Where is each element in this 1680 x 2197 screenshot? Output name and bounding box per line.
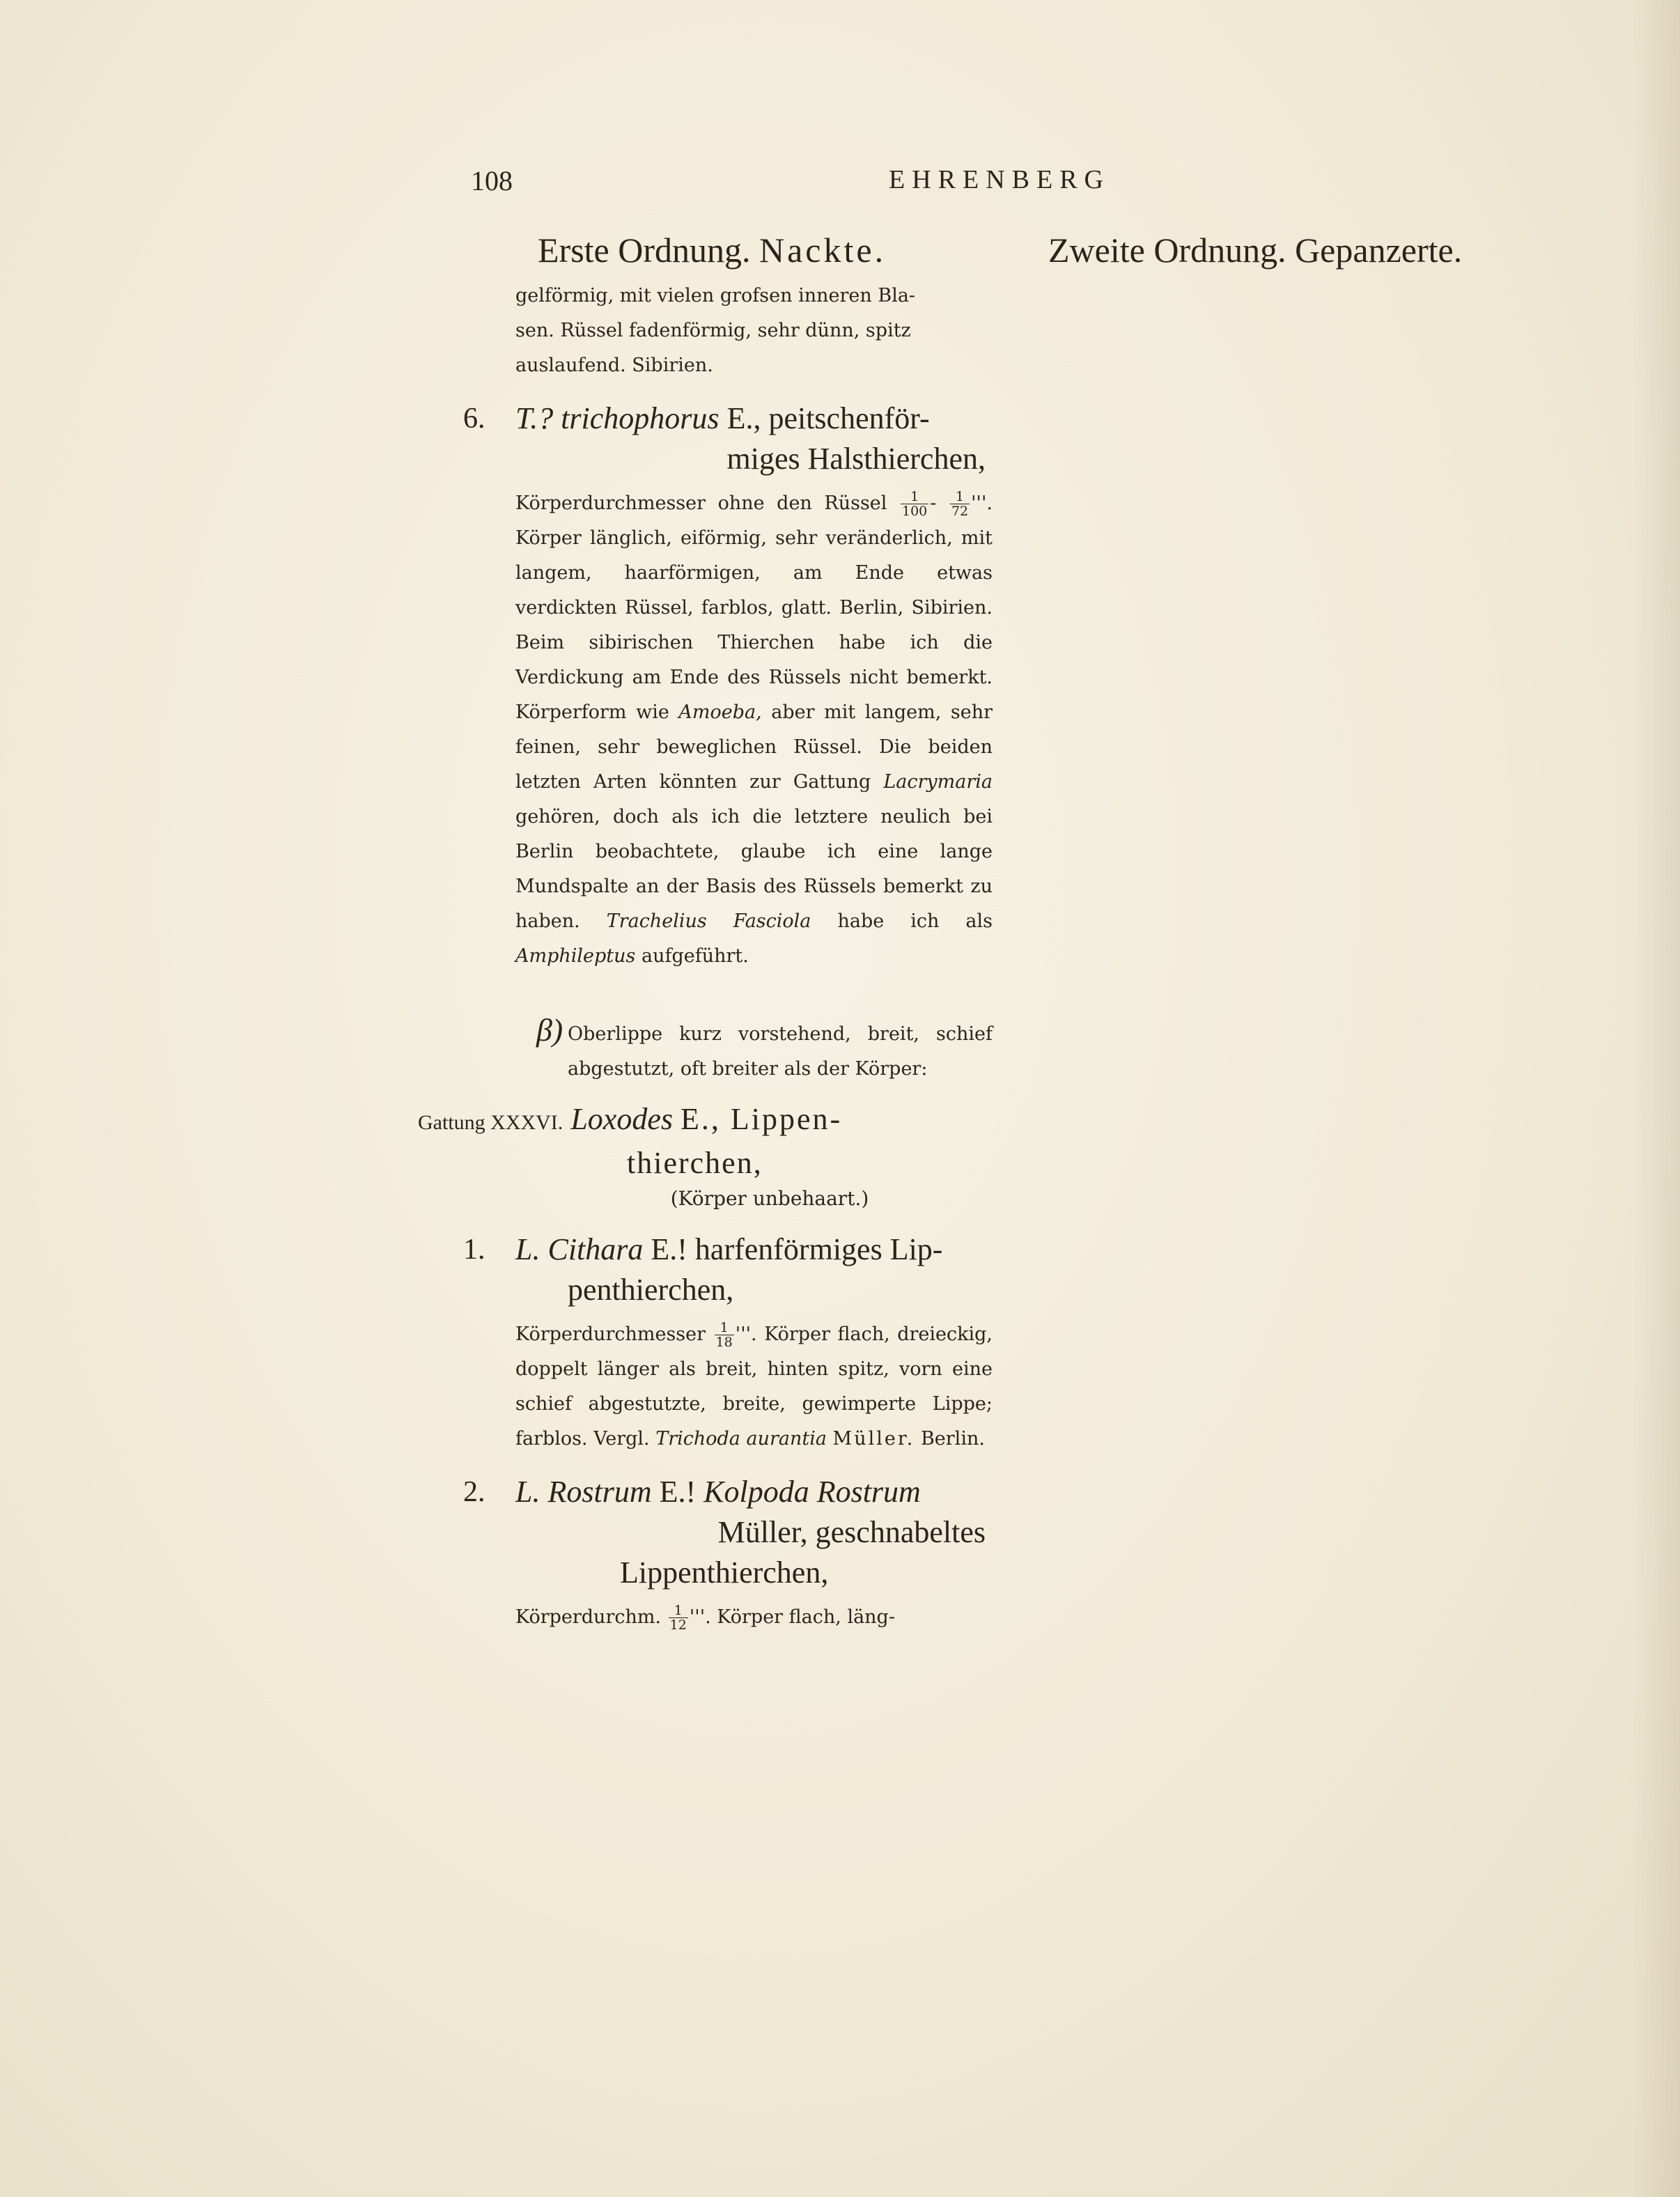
species-name: L. Cithara — [515, 1232, 644, 1266]
fraction-numerator: 1 — [715, 1321, 734, 1335]
continuation-text — [463, 279, 993, 383]
genus-ref: Amphileptus — [515, 945, 636, 967]
genus-number: Gattung XXXVI. — [418, 1111, 563, 1134]
page-edge-shadow — [1631, 0, 1680, 2197]
column-heading-right — [1048, 230, 1462, 270]
fraction-numerator: 1 — [901, 490, 928, 504]
entry-description — [463, 1600, 993, 1635]
genus-note: (Körper unbehaart.) — [670, 1187, 869, 1210]
entry-number: 1. — [463, 1234, 485, 1266]
entry-title-text: E.! harfenförmiges Lip- — [651, 1232, 943, 1266]
genus-name: Loxodes — [570, 1102, 673, 1136]
entry-title-cont: Müller, geschnabeltes — [717, 1515, 986, 1549]
entry-title — [463, 1472, 993, 1593]
species-entry-1 — [463, 1229, 993, 1457]
subgroup-marker: β) — [536, 1012, 563, 1048]
desc-text: aufgeführt. — [641, 945, 749, 967]
fraction-denominator: 72 — [951, 504, 969, 519]
desc-text: Körper flach, läng- — [717, 1606, 895, 1628]
fraction — [901, 490, 928, 518]
subgroup-beta — [463, 1012, 993, 1087]
heading-order-first: Erste Ordnung. — [538, 231, 751, 270]
genus-heading — [418, 1099, 993, 1183]
fraction-numerator: 1 — [669, 1604, 688, 1618]
entry-title-text: E.! — [659, 1475, 697, 1509]
genus-ref: Amoeba, — [678, 701, 762, 723]
continuation-line: sen. Rüssel fadenförmig, sehr dünn, spitz — [515, 320, 911, 341]
column-heading-left — [538, 230, 886, 270]
entry-description — [463, 486, 993, 974]
desc-text: aber mit langem, sehr feinen, sehr beweglichen Rüssel. Die beiden letzten Arten könnten zur Gattung — [515, 701, 993, 793]
fraction-denominator: 18 — [715, 1335, 733, 1350]
entry-title-cont: penthierchen, — [568, 1273, 734, 1307]
entry-title-cont: Lippenthierchen, — [620, 1555, 829, 1590]
heading-order-second: Zweite Ordnung. — [1048, 231, 1286, 270]
continuation-line: auslaufend. Sibirien. — [515, 355, 713, 376]
entry-title — [463, 1229, 993, 1310]
size-label: Körperdurchmesser — [515, 1323, 706, 1345]
fraction — [669, 1604, 688, 1632]
heading-armored: Gepanzerte. — [1295, 231, 1463, 270]
desc-text: Körper länglich, eiförmig, sehr veränderlich, mit langem, haarförmigen, am Ende etwas verdickten Rüssel, farblos, glatt. Berlin, Sibirien. Beim sibirischen Thierchen habe ich die Verdickung am Ende des Rüssels nicht bemerkt. Körperform wie — [515, 527, 993, 723]
page-number: 108 — [471, 165, 513, 196]
range-dash: - — [930, 492, 937, 514]
species-entry-6 — [463, 398, 993, 974]
running-head: EHRENBERG — [889, 165, 1110, 194]
species-name: T.? trichophorus — [515, 401, 720, 435]
entry-number: 6. — [463, 403, 485, 435]
subgroup-text: Oberlippe kurz vorstehend, breit, schief abgestutzt, oft breiter als der Körper: — [568, 1023, 993, 1080]
entry-title-cont: miges Halsthierchen, — [726, 442, 986, 476]
fraction — [950, 490, 970, 518]
species-name: L. Rostrum — [515, 1475, 652, 1509]
genus-title-cont: thierchen, — [627, 1146, 763, 1180]
continuation-line: gelförmig, mit vielen grofsen inneren Bla- — [515, 285, 916, 306]
entry-title-text: E., peitschenför- — [726, 401, 930, 435]
unit-mark: '''. — [735, 1323, 757, 1345]
species-ref: Trichoda aurantia — [655, 1428, 827, 1450]
size-label: Körperdurchmesser ohne den Rüssel — [515, 492, 887, 514]
desc-text: Berlin. — [920, 1428, 985, 1450]
species-entry-2 — [463, 1472, 993, 1635]
fraction — [715, 1321, 734, 1349]
entry-description — [463, 1317, 993, 1457]
desc-text: habe ich als — [837, 910, 993, 932]
fraction-denominator: 100 — [901, 504, 928, 519]
fraction-numerator: 1 — [950, 490, 970, 504]
size-label: Körperdurchm. — [515, 1606, 662, 1628]
entry-number: 2. — [463, 1476, 485, 1508]
genus-ref: Lacrymaria — [883, 771, 993, 793]
species-ref: Trachelius Fasciola — [606, 910, 811, 932]
desc-text: gehören, doch als ich die letztere neulich bei Berlin beobachtete, glaube ich eine lange Mundspalte an der Basis des Rüssels bemerkt zu haben. — [515, 806, 993, 932]
author-name: Müller. — [832, 1428, 915, 1450]
unit-mark: '''. — [971, 492, 993, 514]
synonym-name: Kolpoda Rostrum — [703, 1475, 921, 1509]
unit-mark: '''. — [689, 1606, 711, 1628]
desc-text: Körper flach, dreieckig, doppelt länger als breit, hinten spitz, vorn eine schief abgestutzte, breite, gewimperte Lippe; farblos. Vergl. — [515, 1323, 993, 1450]
genus-title-text: E., Lippen- — [680, 1102, 843, 1136]
text-column — [418, 279, 993, 1635]
page-header — [471, 164, 1167, 206]
fraction-denominator: 12 — [669, 1617, 687, 1633]
heading-naked: Nackte. — [759, 231, 887, 270]
entry-title — [463, 398, 993, 479]
